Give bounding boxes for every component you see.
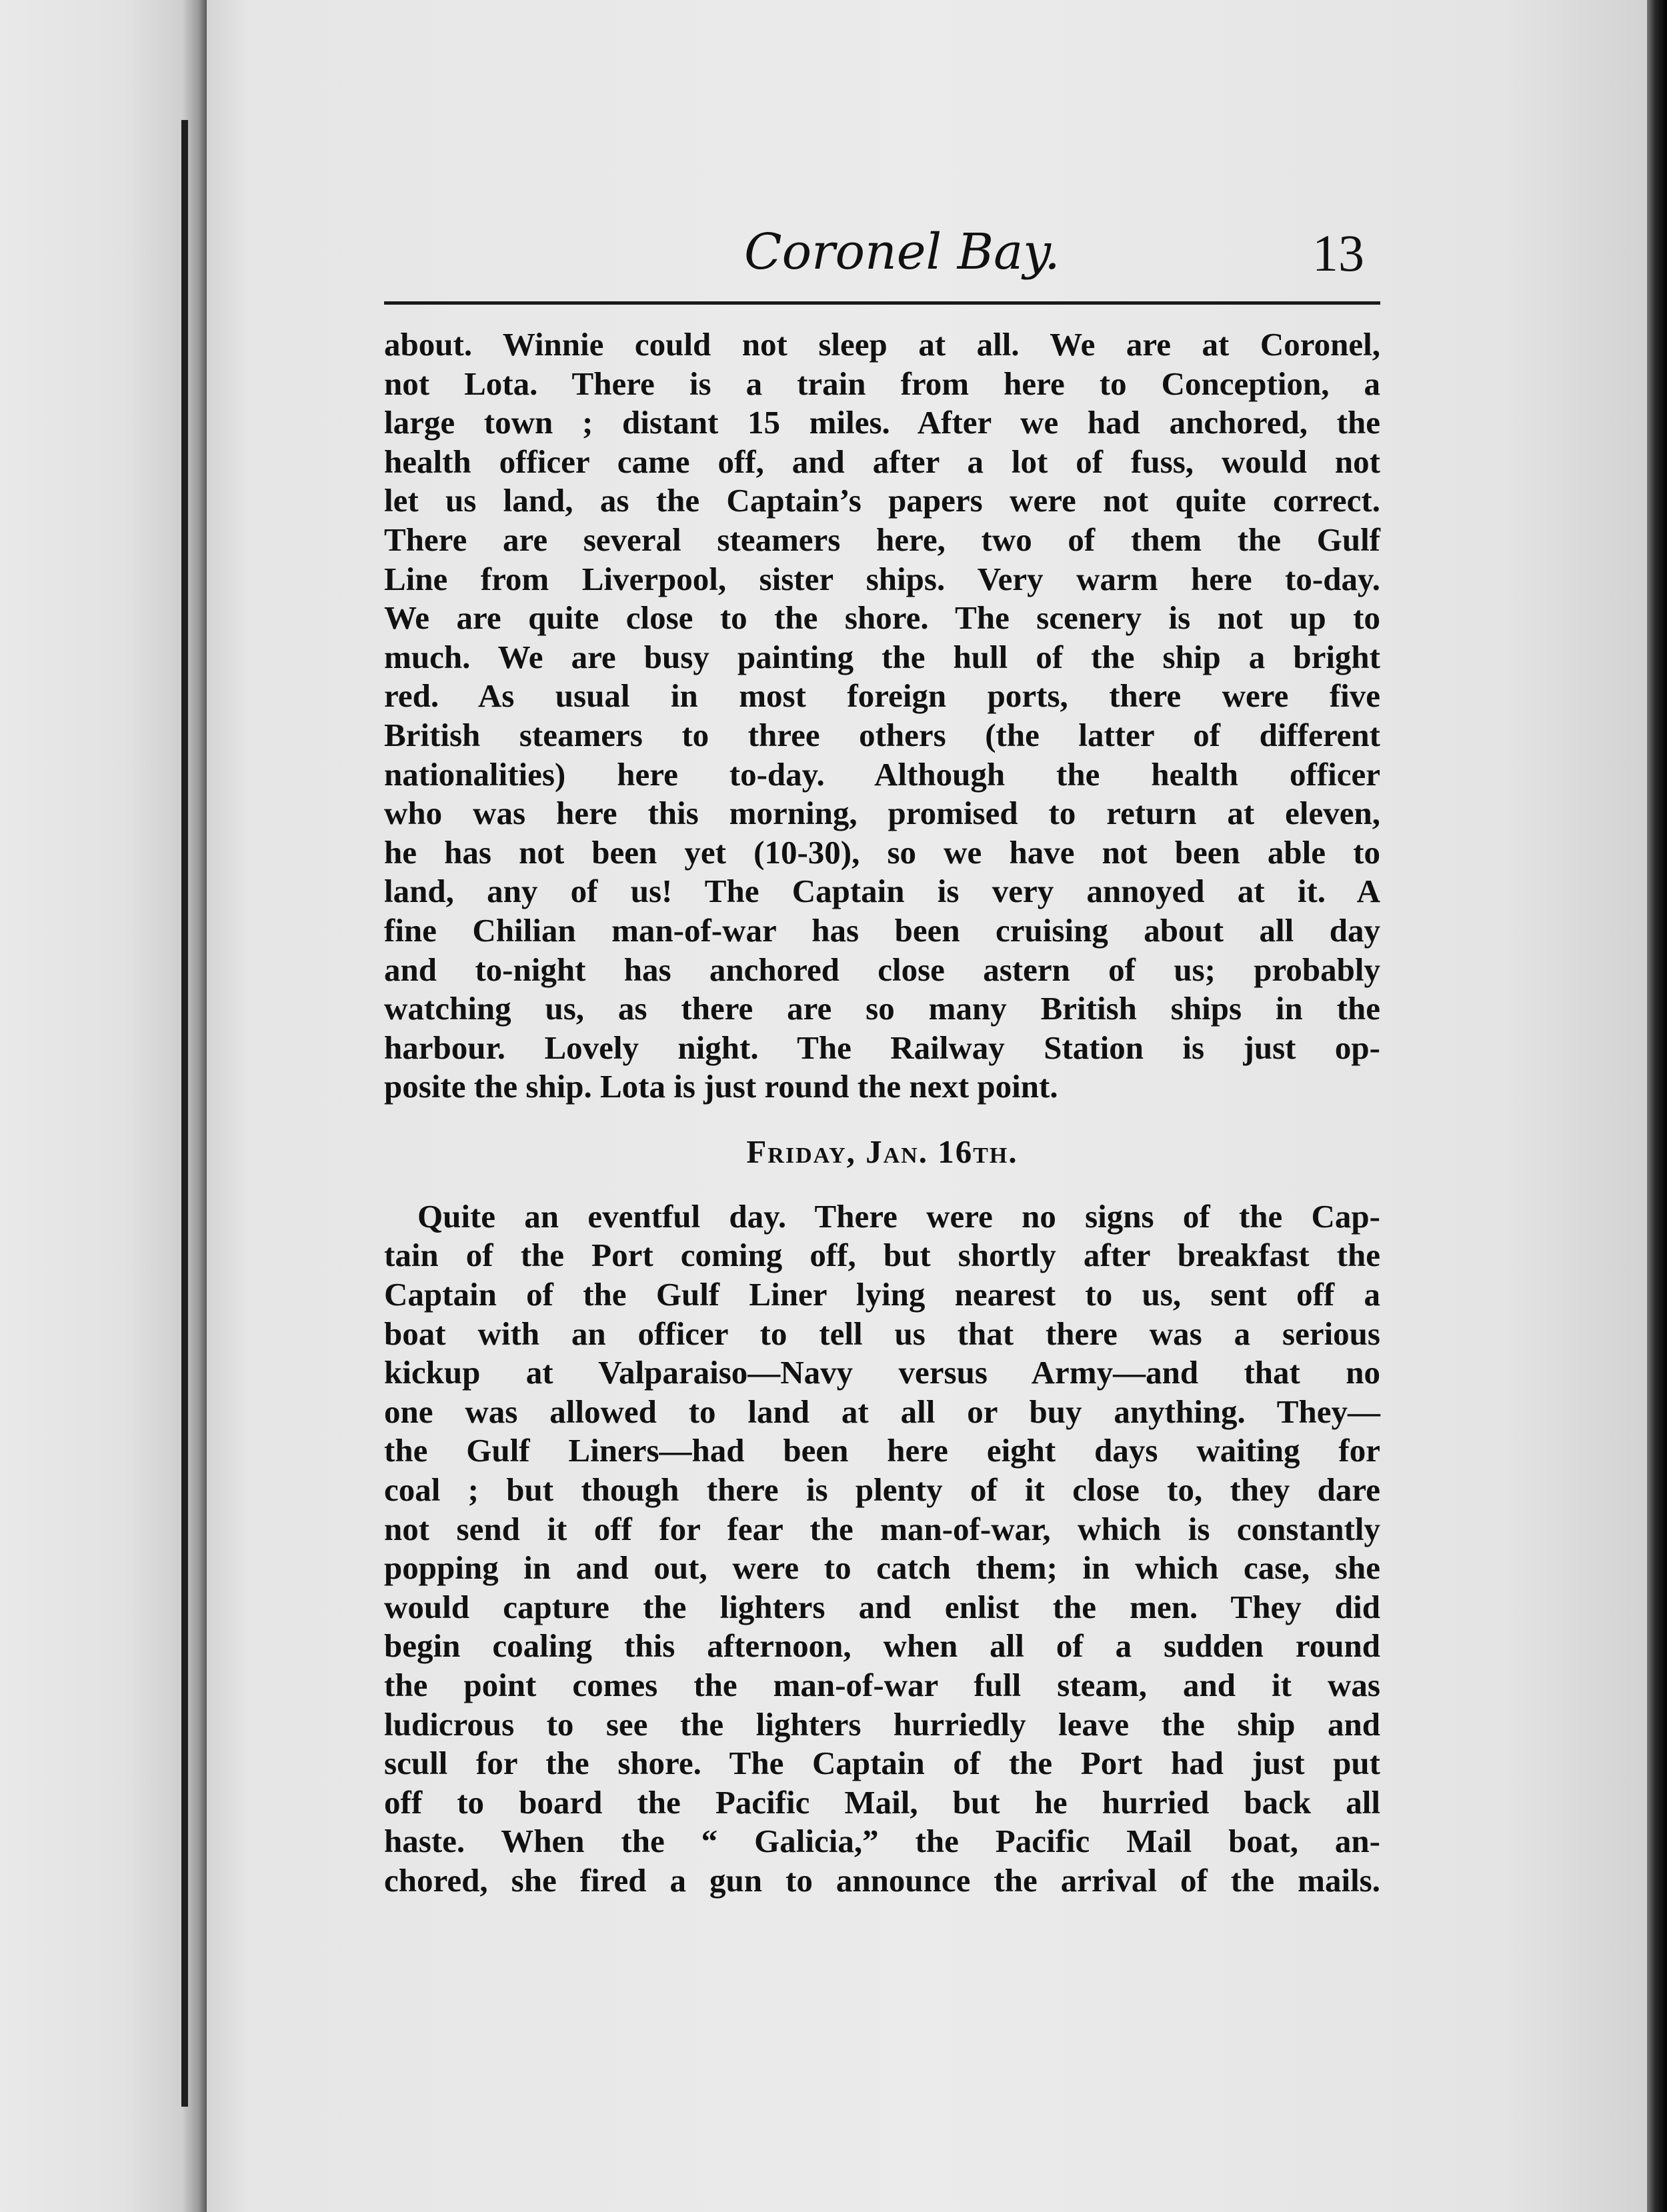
text-line: harbour. Lovely night. The Railway Station is just op- xyxy=(384,1029,1380,1066)
text-line: land, any of us! The Captain is very annoyed at it. A xyxy=(384,873,1380,910)
text-line: not Lota. There is a train from here to Conception, a xyxy=(384,365,1380,402)
text-line: health officer came off, and after a lot of fuss, would not xyxy=(384,443,1380,480)
page-number: 13 xyxy=(1312,224,1364,282)
text-line: boat with an officer to tell us that there was a serious xyxy=(384,1315,1380,1352)
text-line: Quite an eventful day. There were no signs of the Cap- xyxy=(417,1197,1380,1235)
text-line: about. Winnie could not sleep at all. We are at Coronel, xyxy=(384,326,1380,363)
text-line: large town ; distant 15 miles. After we had anchored, the xyxy=(384,404,1380,441)
text-line: would capture the lighters and enlist the men. They did xyxy=(384,1588,1380,1625)
text-line: fine Chilian man-of-war has been cruising about all day xyxy=(384,911,1380,949)
text-line: ludicrous to see the lighters hurriedly leave the ship and xyxy=(384,1705,1380,1743)
text-line: coal ; but though there is plenty of it close to, they dare xyxy=(384,1471,1380,1509)
text-line: and to-night has anchored close astern of us; probably xyxy=(384,951,1380,988)
paragraph-1 xyxy=(384,325,1380,1107)
text-line: one was allowed to land at all or buy anything. They— xyxy=(384,1393,1380,1430)
text-line: nationalities) here to-day. Although the health officer xyxy=(384,755,1380,793)
section-heading: Friday, Jan. 16th. xyxy=(746,1133,1018,1170)
text-line: the Gulf Liners—had been here eight days waiting for xyxy=(384,1432,1380,1469)
text-line: kickup at Valparaiso—Navy versus Army—and that no xyxy=(384,1354,1380,1391)
text-line: posite the ship. Lota is just round the next point. xyxy=(384,1068,1058,1105)
text-line: There are several steamers here, two of them the Gulf xyxy=(384,521,1380,558)
text-line: let us land, as the Captain’s papers were not quite correct. xyxy=(384,482,1380,519)
text-line: Captain of the Gulf Liner lying nearest to us, sent off a xyxy=(384,1276,1380,1313)
text-line: scull for the shore. The Captain of the Port had just put xyxy=(384,1745,1380,1782)
text-line: haste. When the “ Galicia,” the Pacific Mail boat, an- xyxy=(384,1823,1380,1860)
body-text xyxy=(384,325,1380,1901)
text-line: popping in and out, were to catch them; in which case, she xyxy=(384,1549,1380,1587)
running-head: Coronel Bay. xyxy=(744,223,1060,281)
text-line: British steamers to three others (the latter of different xyxy=(384,716,1380,753)
text-line: who was here this morning, promised to return at eleven, xyxy=(384,795,1380,832)
text-line: begin coaling this afternoon, when all of a sudden round xyxy=(384,1627,1380,1665)
text-line: red. As usual in most foreign ports, there were five xyxy=(384,677,1380,715)
text-line: Line from Liverpool, sister ships. Very warm here to-day. xyxy=(384,560,1380,597)
text-line: watching us, as there are so many British ships in the xyxy=(384,990,1380,1027)
text-line: not send it off for fear the man-of-war, which is constantly xyxy=(384,1510,1380,1547)
header-rule xyxy=(384,301,1380,305)
facing-page-edge xyxy=(0,0,207,2212)
text-line: much. We are busy painting the hull of the ship a bright xyxy=(384,638,1380,675)
text-line: We are quite close to the shore. The scenery is not up to xyxy=(384,599,1380,637)
text-line: chored, she fired a gun to announce the arrival of the mails. xyxy=(384,1861,1380,1899)
text-line: tain of the Port coming off, but shortly after breakfast the xyxy=(384,1237,1380,1274)
book-spine-shadow xyxy=(181,120,188,2107)
page-right-edge xyxy=(1647,0,1667,2212)
page-header xyxy=(384,223,1380,297)
paragraph-2 xyxy=(384,1197,1380,1901)
text-line: the point comes the man-of-war full steam, and it was xyxy=(384,1667,1380,1703)
text-line: off to board the Pacific Mail, but he hurried back all xyxy=(384,1783,1380,1821)
text-line: he has not been yet (10-30), so we have not been able to xyxy=(384,833,1380,871)
